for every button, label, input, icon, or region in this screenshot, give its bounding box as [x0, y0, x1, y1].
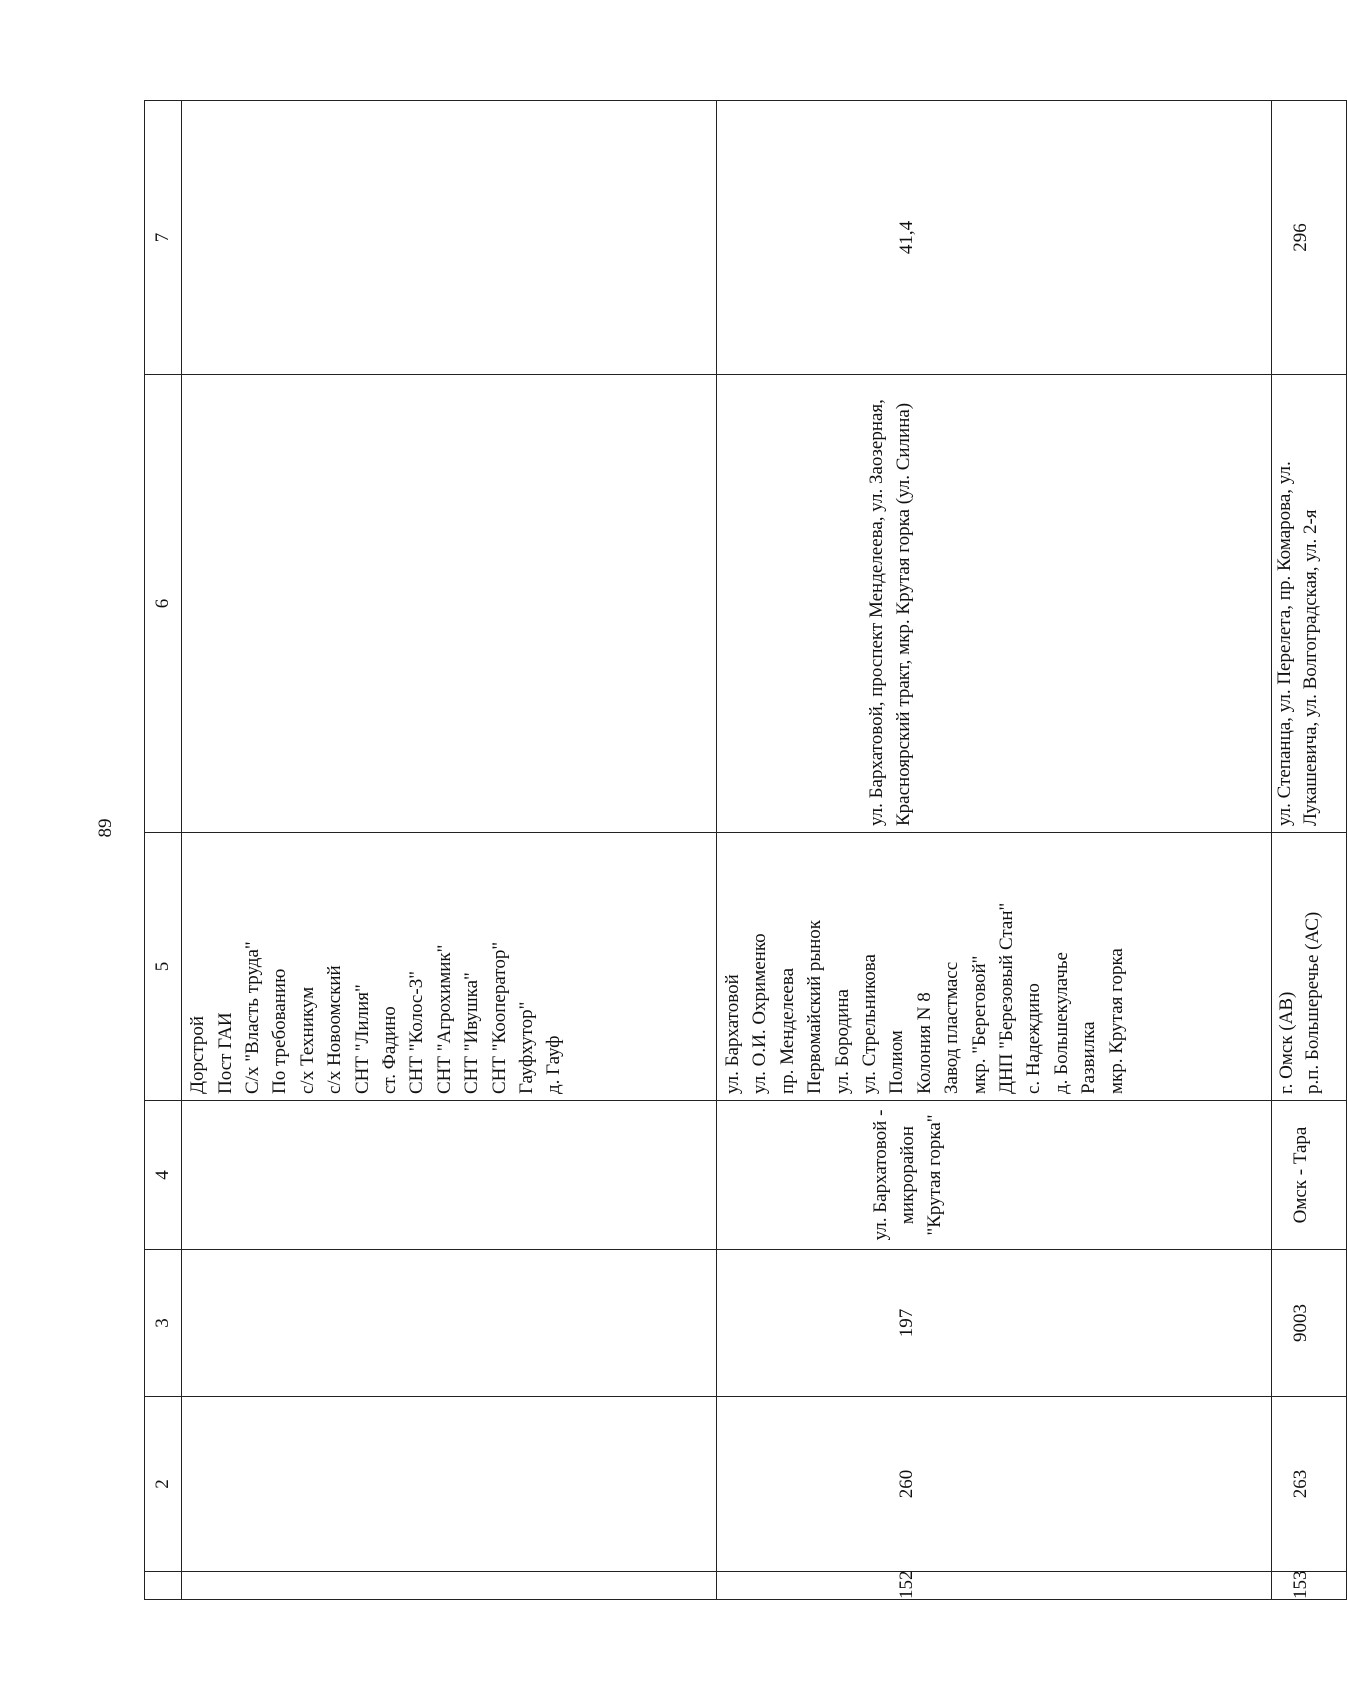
- table-row: [717, 101, 1272, 1600]
- header-row: [145, 101, 182, 1600]
- stop-item: Развилка: [1078, 1021, 1100, 1094]
- header-cell: 3: [145, 1250, 182, 1397]
- header-cell: 7: [145, 101, 182, 375]
- stop-item: мкр. Крутая горка: [1105, 948, 1127, 1094]
- stops-cell: [182, 833, 717, 1101]
- table-cell: [182, 375, 717, 833]
- route-table-sheet: [144, 101, 1347, 1600]
- stop-item: с. Надеждино: [1023, 983, 1045, 1094]
- stop-item: д. Гауф: [543, 1035, 565, 1094]
- route-number-cell: 263: [1272, 1397, 1347, 1572]
- stop-item: р.п. Большеречье (АС): [1302, 911, 1324, 1094]
- registry-number-cell: 197: [717, 1250, 1272, 1397]
- stop-item: Пост ГАИ: [214, 1012, 236, 1094]
- header-cell: 4: [145, 1101, 182, 1250]
- route-number-cell: 260: [717, 1397, 1272, 1572]
- table-cell: [182, 101, 717, 375]
- stop-item: ул. Бородина: [831, 989, 853, 1094]
- table-cell: [182, 1101, 717, 1250]
- stop-item: Полиом: [886, 1030, 908, 1094]
- stop-item: СНТ "Ивушка": [461, 972, 483, 1094]
- stop-item: д. Большекулачье: [1050, 952, 1072, 1094]
- stop-item: Завод пластмасс: [941, 961, 963, 1094]
- table-row: [182, 101, 717, 1600]
- route-table: [144, 100, 1347, 1600]
- route-name-cell: ул. Бархатовой - микрорайон "Крутая горка": [717, 1101, 1272, 1250]
- table-cell: [182, 1397, 717, 1572]
- streets-cell: ул. Бархатовой, проспект Менделеева, ул. Заозерная, Красноярский тракт, мкр. Крутая горка (ул. Силина): [717, 375, 1272, 833]
- stop-item: ул. О.И. Охрименко: [749, 933, 771, 1094]
- stop-item: Первомайский рынок: [804, 919, 826, 1094]
- header-cell: 2: [145, 1397, 182, 1572]
- route-name-cell: Омск - Тара: [1272, 1101, 1347, 1250]
- row-number: 153: [1272, 1572, 1347, 1600]
- table-row: [1272, 101, 1347, 1600]
- stop-item: с/х Новоомский: [324, 965, 346, 1094]
- page-number: 89: [95, 818, 116, 838]
- stop-item: СНТ "Агрохимик": [433, 944, 455, 1094]
- length-cell: 41,4: [717, 101, 1272, 375]
- header-cell: [145, 1572, 182, 1600]
- stop-item: ДНП "Березовый Стан": [995, 902, 1017, 1094]
- stop-item: ул. Бархатовой: [722, 974, 744, 1094]
- stop-item: ул. Стрельникова: [859, 954, 881, 1094]
- stop-item: СНТ "Колос-3": [406, 971, 428, 1094]
- table-cell: [182, 1250, 717, 1397]
- streets-cell: ул. Степанца, ул. Перелета, пр. Комарова, ул. Лукашевича, ул. Волгоградская, ул. 2-я: [1272, 375, 1347, 833]
- stop-item: С/х "Власть труда": [242, 941, 264, 1094]
- stop-item: ст. Фадино: [379, 1006, 401, 1094]
- stop-item: Дорстрой: [187, 1015, 209, 1094]
- length-cell: 296: [1272, 101, 1347, 375]
- stop-item: СНТ "Лилия": [351, 984, 373, 1094]
- stop-item: Колония N 8: [913, 992, 935, 1094]
- row-number-text: 152: [896, 1570, 918, 1599]
- stops-cell: [1272, 833, 1347, 1101]
- table-cell: [182, 1572, 717, 1600]
- header-cell: 5: [145, 833, 182, 1101]
- stop-item: мкр. "Береговой": [968, 955, 990, 1094]
- header-cell: 6: [145, 375, 182, 833]
- row-number: [717, 1572, 1272, 1600]
- stop-item: с/х Техникум: [296, 986, 318, 1094]
- stop-item: Гауфхутор": [515, 1001, 537, 1094]
- stops-cell: [717, 833, 1272, 1101]
- stop-item: пр. Менделеева: [776, 967, 798, 1094]
- stop-item: По требованию: [269, 968, 291, 1094]
- stop-item: СНТ "Кооператор": [488, 941, 510, 1094]
- stop-item: г. Омск (АВ): [1276, 991, 1298, 1094]
- registry-number-cell: 9003: [1272, 1250, 1347, 1397]
